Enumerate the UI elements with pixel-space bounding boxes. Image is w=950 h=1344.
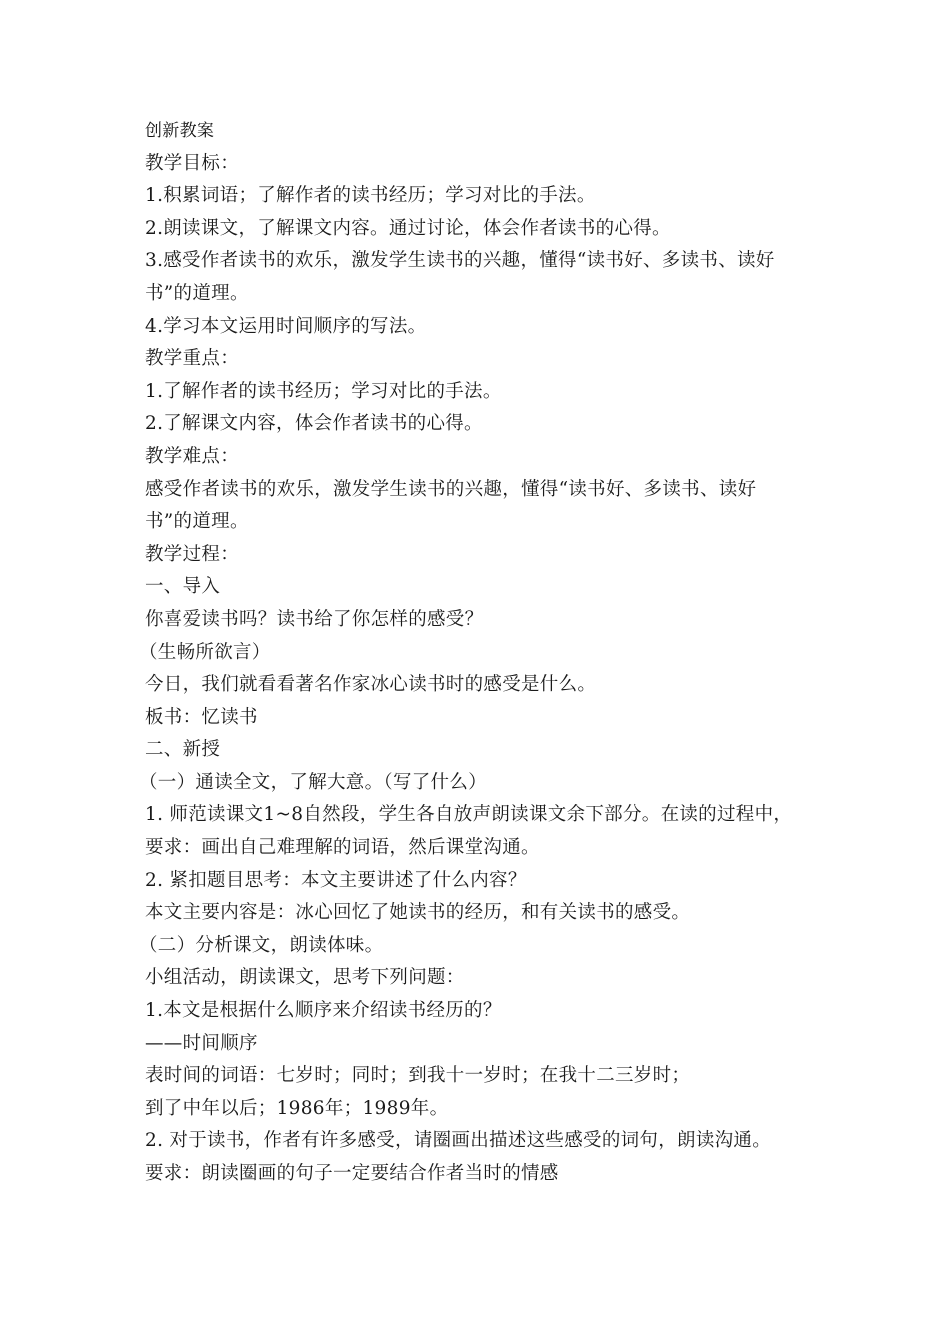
objective-item-3: 3.感受作者读书的欢乐，激发学生读书的兴趣，懂得“读书好、多读书、读好: [145, 250, 775, 272]
key-point-item-2: 2.了解课文内容，体会作者读书的心得。: [145, 413, 483, 435]
key-point-item-1: 1.了解作者的读书经历；学习对比的手法。: [145, 380, 502, 402]
paragraph-line: 1. 师范读课文1~8自然段，学生各自放声朗读课文余下部分。在读的过程中，: [145, 804, 793, 826]
difficulty-text-continued: 书”的道理。: [145, 511, 249, 533]
sub-step-heading-1: （一）通读全文，了解大意。（写了什么）: [139, 771, 487, 793]
paragraph-line: ——时间顺序: [145, 1032, 258, 1054]
paragraph-line: 1.本文是根据什么顺序来介绍读书经历的？: [145, 1000, 502, 1022]
paragraph-line: 本文主要内容是：冰心回忆了她读书的经历，和有关读书的感受。: [145, 902, 691, 924]
paragraph-line: 2. 对于读书，作者有许多感受，请圈画出描述这些感受的词句，朗读沟通。: [145, 1130, 772, 1152]
paragraph-line: 到了中年以后；1986年；1989年。: [145, 1097, 449, 1119]
paragraph-line: 你喜爱读书吗？读书给了你怎样的感受？: [145, 608, 484, 630]
paragraph-line: 今日，我们就看看著名作家冰心读书时的感受是什么。: [145, 674, 597, 696]
paragraph-line: 2. 紧扣题目思考：本文主要讲述了什么内容？: [145, 869, 527, 891]
objective-item-1: 1.积累词语；了解作者的读书经历；学习对比的手法。: [145, 185, 596, 207]
section-heading-difficulties: 教学难点：: [145, 445, 240, 467]
document-title: 创新教案: [145, 121, 215, 141]
paragraph-line: 要求：朗读圈画的句子一定要结合作者当时的情感: [145, 1163, 559, 1184]
paragraph-line: 小组活动，朗读课文，思考下列问题：: [145, 967, 465, 989]
objective-item-4: 4.学习本文运用时间顺序的写法。: [145, 315, 427, 337]
paragraph-line: 要求：画出自己难理解的词语，然后课堂沟通。: [145, 837, 540, 859]
document-body: [139, 115, 815, 1191]
objective-item-2: 2.朗读课文，了解课文内容。通过讨论，体会作者读书的心得。: [145, 217, 671, 239]
section-heading-objectives: 教学目标：: [145, 152, 240, 174]
sub-step-heading-2: （二）分析课文，朗读体味。: [139, 934, 384, 956]
section-heading-key-points: 教学重点：: [145, 348, 240, 370]
objective-item-3-continued: 书”的道理。: [145, 282, 249, 304]
paragraph-line: 表时间的词语：七岁时；同时；到我十一岁时；在我十二三岁时；: [145, 1065, 691, 1087]
paragraph-line: 板书：忆读书: [145, 706, 258, 728]
paragraph-line: （生畅所欲言）: [139, 641, 271, 663]
section-heading-process: 教学过程：: [145, 543, 240, 565]
step-heading-new-lesson: 二、新授: [145, 739, 221, 761]
difficulty-text: 感受作者读书的欢乐，激发学生读书的兴趣，懂得“读书好、多读书、读好: [145, 478, 757, 500]
step-heading-intro: 一、导入: [145, 576, 221, 598]
